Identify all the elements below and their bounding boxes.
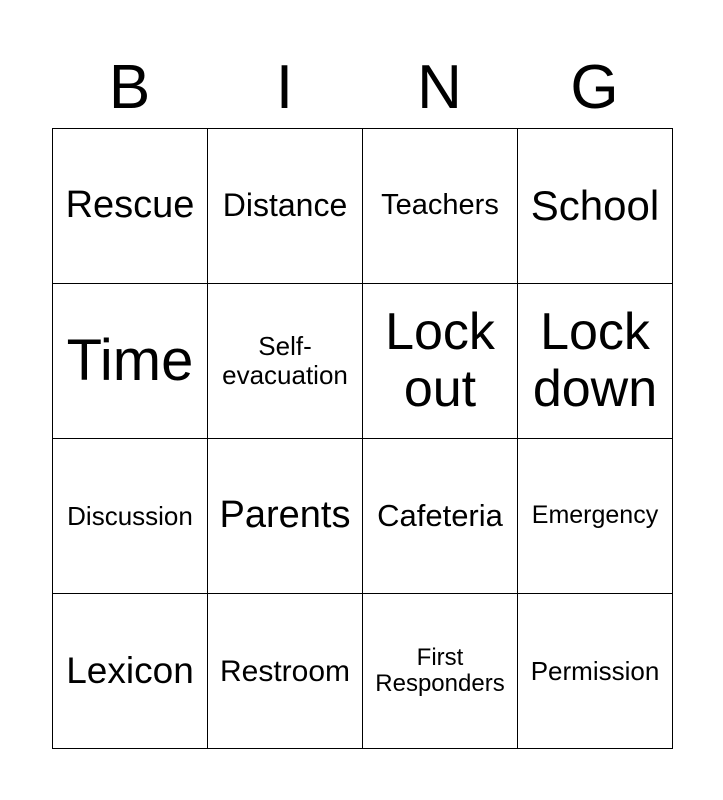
- header-letter-n: N: [417, 53, 462, 122]
- bingo-cell[interactable]: School: [518, 129, 673, 284]
- bingo-cell[interactable]: Restroom: [208, 594, 363, 749]
- bingo-cell[interactable]: Lock down: [518, 284, 673, 439]
- bingo-cell[interactable]: Cafeteria: [363, 439, 518, 594]
- bingo-cell[interactable]: Permission: [518, 594, 673, 749]
- bingo-cell[interactable]: Lexicon: [53, 594, 208, 749]
- board-row: [53, 129, 673, 284]
- header-letter-i: I: [275, 53, 294, 122]
- bingo-board: [52, 128, 673, 749]
- board-row: [53, 284, 673, 439]
- bingo-cell[interactable]: Lock out: [363, 284, 518, 439]
- bingo-cell[interactable]: Self- evacuation: [208, 284, 363, 439]
- board-row: [53, 594, 673, 749]
- bingo-cell[interactable]: Rescue: [53, 129, 208, 284]
- bingo-cell[interactable]: Discussion: [53, 439, 208, 594]
- bingo-header: [52, 52, 672, 124]
- board-row: [53, 439, 673, 594]
- header-letter-b: B: [108, 53, 151, 122]
- bingo-cell[interactable]: Time: [53, 284, 208, 439]
- bingo-cell[interactable]: First Responders: [363, 594, 518, 749]
- bingo-cell[interactable]: Emergency: [518, 439, 673, 594]
- bingo-cell[interactable]: Parents: [208, 439, 363, 594]
- bingo-cell[interactable]: Distance: [208, 129, 363, 284]
- header-letter-g: G: [570, 53, 619, 122]
- bingo-cell[interactable]: Teachers: [363, 129, 518, 284]
